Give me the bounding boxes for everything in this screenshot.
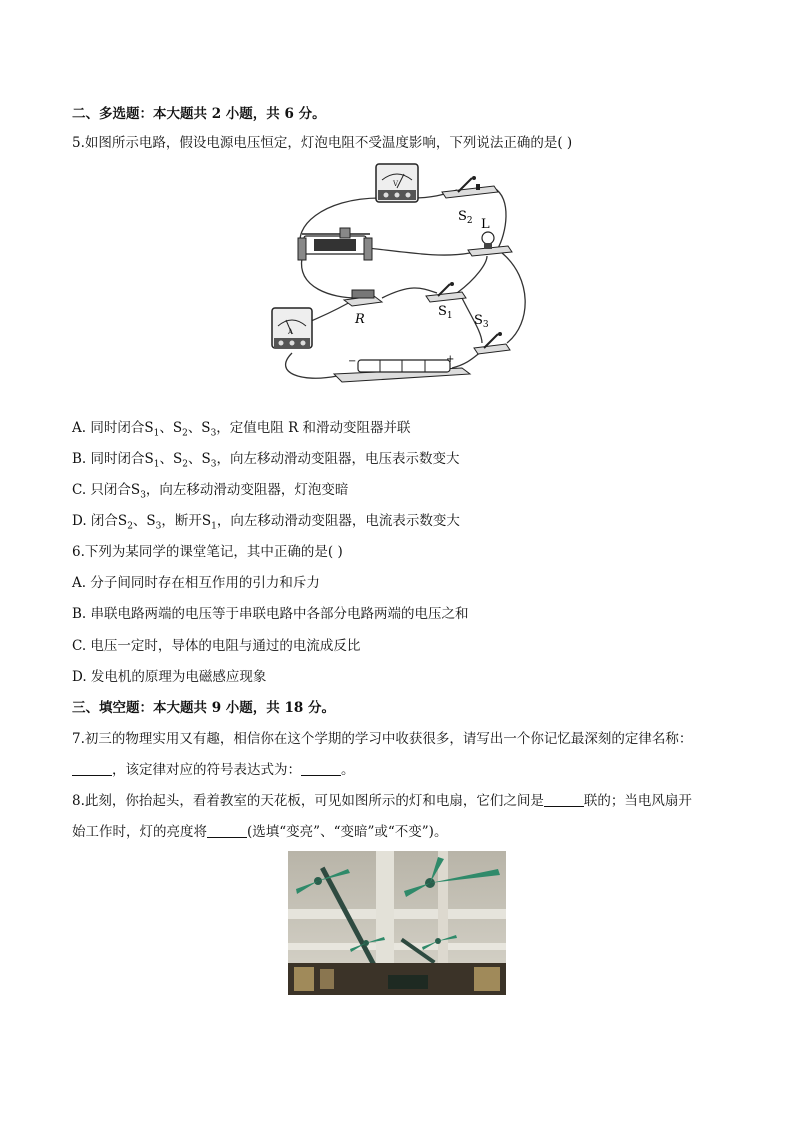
- voltmeter-icon: [376, 164, 418, 202]
- lamp-icon: [468, 232, 512, 256]
- answer-blank[interactable]: [72, 761, 112, 776]
- question-8-line-2: 始工作时，灯的亮度将 (选填“变亮”、“变暗”或“不变”)。: [72, 824, 448, 840]
- circuit-diagram: [262, 158, 534, 386]
- question-8-line-1: 8.此刻，你抬起头，看着教室的天花板，可见如图所示的灯和电扇，它们之间是 联的；当电风扇开: [72, 793, 692, 809]
- wire: [502, 253, 525, 343]
- switch-s1-label: $S_1$: [438, 304, 453, 321]
- switch-s3-label: $S_3$: [474, 313, 489, 330]
- battery-plus-label: +: [446, 354, 455, 365]
- answer-blank[interactable]: [301, 761, 341, 776]
- question-6-option-d: D. 发电机的原理为电磁感应现象: [72, 669, 267, 685]
- question-6-option-c: C. 电压一定时，导体的电阻与通过的电流成反比: [72, 638, 361, 654]
- battery-minus-label: −: [348, 356, 357, 367]
- voltmeter-label: V: [393, 180, 399, 188]
- wire: [286, 353, 337, 378]
- switch-s2-icon: [442, 176, 498, 198]
- switch-s3-icon: [474, 332, 510, 354]
- section-fill-blank-header: 三、填空题：本大题共 9 小题，共 18 分。: [72, 700, 335, 716]
- question-5-stem: 5.如图所示电路，假设电源电压恒定，灯泡电阻不受温度影响，下列说法正确的是( ): [72, 135, 573, 151]
- question-5-option-b: B. 同时闭合$S_1$、$S_2$、$S_3$，向左移动滑动变阻器，电压表示数变大: [72, 451, 460, 470]
- question-5-option-a: A. 同时闭合$S_1$、$S_2$、$S_3$，定值电阻 R 和滑动变阻器并联: [72, 420, 411, 439]
- section-multi-choice-header: 二、多选题：本大题共 2 小题，共 6 分。: [72, 106, 326, 122]
- ammeter-icon: [272, 308, 312, 348]
- ammeter-label: A: [288, 328, 294, 336]
- switch-s2-label: $S_2$: [458, 209, 473, 226]
- question-6-option-b: B. 串联电路两端的电压等于串联电路中各部分电路两端的电压之和: [72, 606, 469, 622]
- wire: [368, 248, 470, 255]
- classroom-ceiling-photo: [288, 851, 506, 995]
- rheostat-icon: [298, 228, 372, 260]
- question-5-option-c: C. 只闭合$S_3$，向左移动滑动变阻器，灯泡变暗: [72, 482, 349, 501]
- answer-blank[interactable]: [544, 792, 584, 807]
- question-6-stem: 6.下列为某同学的课堂笔记，其中正确的是( ): [72, 544, 343, 560]
- question-5-option-d: D. 闭合$S_2$、$S_3$，断开$S_1$，向左移动滑动变阻器，电流表示数变大: [72, 513, 460, 532]
- question-7-line-1: 7.初三的物理实用又有趣，相信你在这个学期的学习中收获很多，请写出一个你记忆最深刻的定律名称：: [72, 731, 693, 747]
- answer-blank[interactable]: [207, 823, 247, 838]
- wire: [494, 188, 506, 250]
- question-6-option-a: A. 分子间同时存在相互作用的引力和斥力: [72, 575, 320, 591]
- lamp-label: L: [481, 217, 490, 232]
- question-7-line-2: ，该定律对应的符号表达式为： 。: [72, 760, 355, 780]
- wire: [457, 256, 487, 293]
- wire: [302, 258, 357, 298]
- resistor-r-label: R: [355, 312, 365, 327]
